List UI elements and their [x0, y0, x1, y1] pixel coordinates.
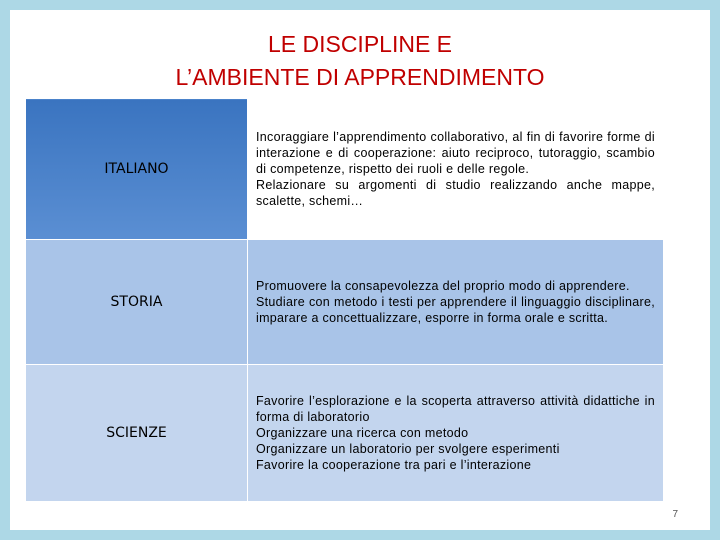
description-line: Promuovere la consapevolezza del proprio modo di apprendere. — [256, 279, 630, 293]
disciplines-table — [25, 98, 664, 502]
description-line: Incoraggiare l’apprendimento collaborativo, al fin di favorire forme di interazione e di cooperazione: aiuto reciproco, tutoraggio, scambio di competenze, rispetto dei ruoli e delle regole. — [256, 130, 655, 176]
description-cell — [248, 365, 664, 502]
description-line: Organizzare una ricerca con metodo — [256, 426, 469, 440]
slide-title — [0, 28, 720, 94]
title-line-1: LE DISCIPLINE E — [267, 31, 453, 57]
title-line-2: L’AMBIENTE DI APPRENDIMENTO — [175, 64, 545, 90]
table-row-storia — [26, 240, 664, 365]
subject-cell: SCIENZE — [26, 365, 248, 502]
description-line: Organizzare un laboratorio per svolgere esperimenti — [256, 442, 560, 456]
description-line: Studiare con metodo i testi per apprendere il linguaggio disciplinare, imparare a concettualizzare, esporre in forma orale e scritta. — [256, 295, 655, 325]
table-row-scienze — [26, 365, 664, 502]
table-row-italiano — [26, 99, 664, 240]
subject-cell: ITALIANO — [26, 99, 248, 240]
description-line: Favorire l’esplorazione e la scoperta attraverso attività didattiche in forma di laboratorio — [256, 394, 655, 424]
subject-cell: STORIA — [26, 240, 248, 365]
page-number: 7 — [672, 509, 678, 520]
description-cell — [248, 99, 664, 240]
description-line: Relazionare su argomenti di studio realizzando anche mappe, scalette, schemi… — [256, 178, 655, 208]
description-line: Favorire la cooperazione tra pari e l’interazione — [256, 458, 532, 472]
description-cell — [248, 240, 664, 365]
